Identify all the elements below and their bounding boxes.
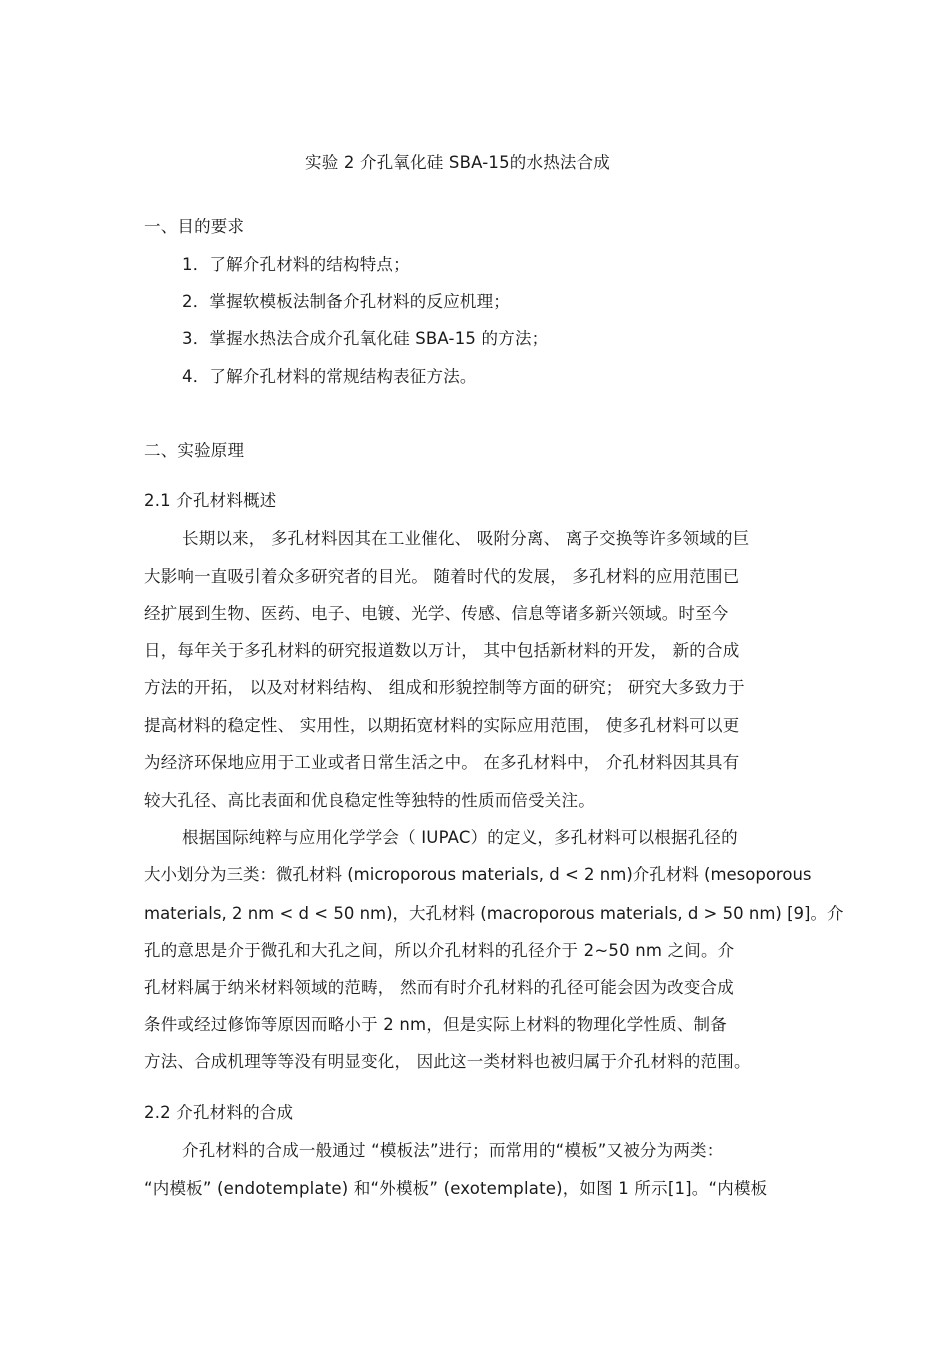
paragraph-line: 提高材料的稳定性、 实用性，以期拓宽材料的实际应用范围， 使多孔材料可以更 <box>144 716 740 735</box>
paragraph-line: 条件或经过修饰等原因而略小于 2 nm，但是实际上材料的物理化学性质、制备 <box>144 1015 727 1034</box>
paragraph-line: 较大孔径、高比表面和优良稳定性等独特的性质而倍受关注。 <box>144 791 595 810</box>
paragraph-line: 为经济环保地应用于工业或者日常生活之中。 在多孔材料中， 介孔材料因其具有 <box>144 753 740 772</box>
subsection-heading-synthesis: 2.2 介孔材料的合成 <box>144 1103 294 1122</box>
paragraph-line: 经扩展到生物、医药、电子、电镀、光学、传感、信息等诸多新兴领域。时至今 <box>144 604 729 623</box>
paragraph-line: materials, 2 nm < d < 50 nm)，大孔材料 (macroporous materials, d > 50 nm) [9]。介 <box>144 904 844 923</box>
paragraph-line: 方法、合成机理等等没有明显变化， 因此这一类材料也被归属于介孔材料的范围。 <box>144 1052 751 1071</box>
paragraph-line: 根据国际纯粹与应用化学学会（ IUPAC）的定义，多孔材料可以根据孔径的 <box>182 828 738 847</box>
section-heading-principle: 二、实验原理 <box>144 441 245 460</box>
objective-item: 1．了解介孔材料的结构特点； <box>182 255 410 274</box>
document-title: 实验 2 介孔氧化硅 SBA-15的水热法合成 <box>305 153 610 172</box>
section-heading-objectives: 一、目的要求 <box>144 217 245 236</box>
objective-item: 2．掌握软模板法制备介孔材料的反应机理； <box>182 292 510 311</box>
paragraph-line: 日，每年关于多孔材料的研究报道数以万计， 其中包括新材料的开发， 新的合成 <box>144 641 740 660</box>
paragraph-line: 方法的开拓， 以及对材料结构、 组成和形貌控制等方面的研究； 研究大多致力于 <box>144 678 745 697</box>
paragraph-line: 孔的意思是介于微孔和大孔之间，所以介孔材料的孔径介于 2~50 nm 之间。介 <box>144 941 735 960</box>
objective-item: 3．掌握水热法合成介孔氧化硅 SBA-15 的方法； <box>182 329 549 348</box>
objective-item: 4．了解介孔材料的常规结构表征方法。 <box>182 367 477 386</box>
paragraph-line: 大小划分为三类：微孔材料 (microporous materials, d < 2 nm)介孔材料 (mesoporous <box>144 865 812 884</box>
paragraph-line: 介孔材料的合成一般通过 “模板法”进行；而常用的“模板”又被分为两类： <box>182 1141 724 1160</box>
paragraph-line: 大影响一直吸引着众多研究者的目光。 随着时代的发展， 多孔材料的应用范围已 <box>144 567 740 586</box>
paragraph-line: 孔材料属于纳米材料领域的范畴， 然而有时介孔材料的孔径可能会因为改变合成 <box>144 978 734 997</box>
paragraph-line: “内模板” (endotemplate) 和“外模板” (exotemplate)，如图 1 所示[1]。“内模板 <box>144 1179 768 1198</box>
paragraph-line: 长期以来， 多孔材料因其在工业催化、 吸附分离、 离子交换等许多领域的巨 <box>182 529 750 548</box>
subsection-heading-overview: 2.1 介孔材料概述 <box>144 491 277 510</box>
